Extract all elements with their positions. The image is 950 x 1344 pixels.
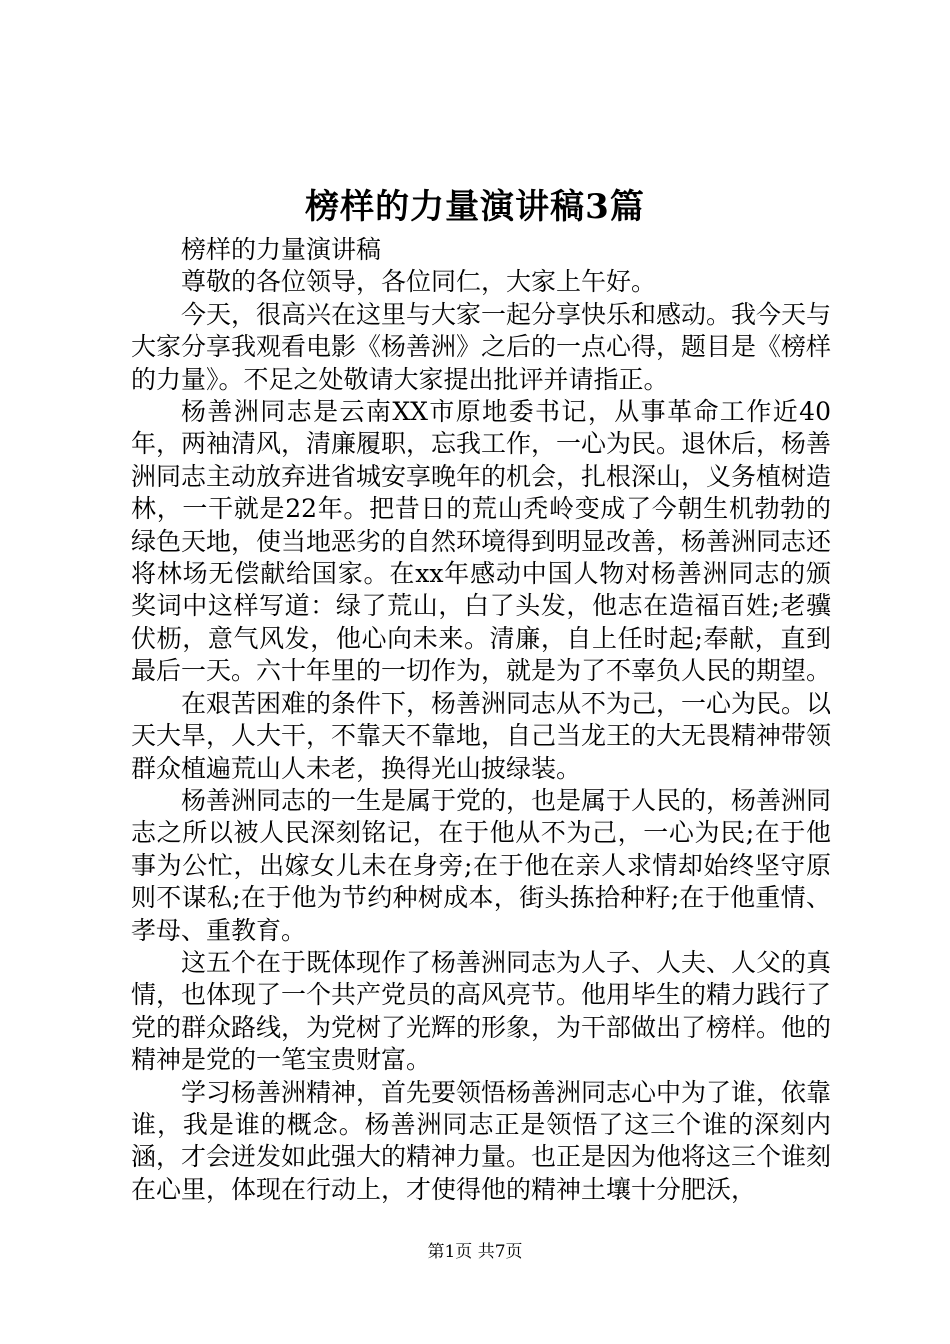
paragraph: 今天，很高兴在这里与大家一起分享快乐和感动。我今天与大家分享我观看电影《杨善洲》之后的一点心得，题目是《榜样的力量》。不足之处敬请大家提出批评并请指正。 <box>131 299 832 394</box>
paragraph: 榜样的力量演讲稿 <box>181 235 382 264</box>
paragraph: 杨善洲同志是云南XX市原地委书记，从事革命工作近40年，两袖清风，清廉履职，忘我工作，一心为民。退休后，杨善洲同志主动放弃进省城安享晚年的机会，扎根深山，义务植树造林，一干就是22年。把昔日的荒山秃岭变成了今朝生机勃勃的绿色天地，使当地恶劣的自然环境得到明显改善，杨善洲同志还将林场无偿献给国家。在xx年感动中国人物对杨善洲同志的颁奖词中这样写道：绿了荒山，白了头发，他志在造福百姓;老骥伏枥，意气风发，他心向未来。清廉，自上任时起;奉献，直到最后一天。六十年里的一切作为，就是为了不辜负人民的期望。 <box>131 397 832 686</box>
paragraph: 杨善洲同志的一生是属于党的，也是属于人民的，杨善洲同志之所以被人民深刻铭记，在于他从不为己，一心为民;在于他事为公忙，出嫁女儿未在身旁;在于他在亲人求情却始终坚守原则不谋私;在于他为节约种树成本，街头拣拾种籽;在于他重情、孝母、重教育。 <box>131 785 832 945</box>
document-title: 榜样的力量演讲稿3篇 <box>305 187 645 227</box>
paragraph: 在艰苦困难的条件下，杨善洲同志从不为己，一心为民。以天大旱，人大干，不靠天不靠地，自己当龙王的大无畏精神带领群众植遍荒山人未老，换得光山披绿装。 <box>131 688 832 783</box>
paragraph: 学习杨善洲精神，首先要领悟杨善洲同志心中为了谁，依靠谁，我是谁的概念。杨善洲同志正是领悟了这三个谁的深刻内涵，才会迸发如此强大的精神力量。也正是因为他将这三个谁刻在心里，体现在行动上，才使得他的精神土壤十分肥沃， <box>131 1077 832 1204</box>
paragraph: 这五个在于既体现作了杨善洲同志为人子、人夫、人父的真情，也体现了一个共产党员的高风亮节。他用毕生的精力践行了党的群众路线，为党树了光辉的形象，为干部做出了榜样。他的精神是党的一笔宝贵财富。 <box>131 947 832 1075</box>
page-footer: 第1页 共7页 <box>427 1242 523 1262</box>
paragraph: 尊敬的各位领导，各位同仁，大家上午好。 <box>181 267 657 297</box>
document-body <box>131 234 831 1206</box>
